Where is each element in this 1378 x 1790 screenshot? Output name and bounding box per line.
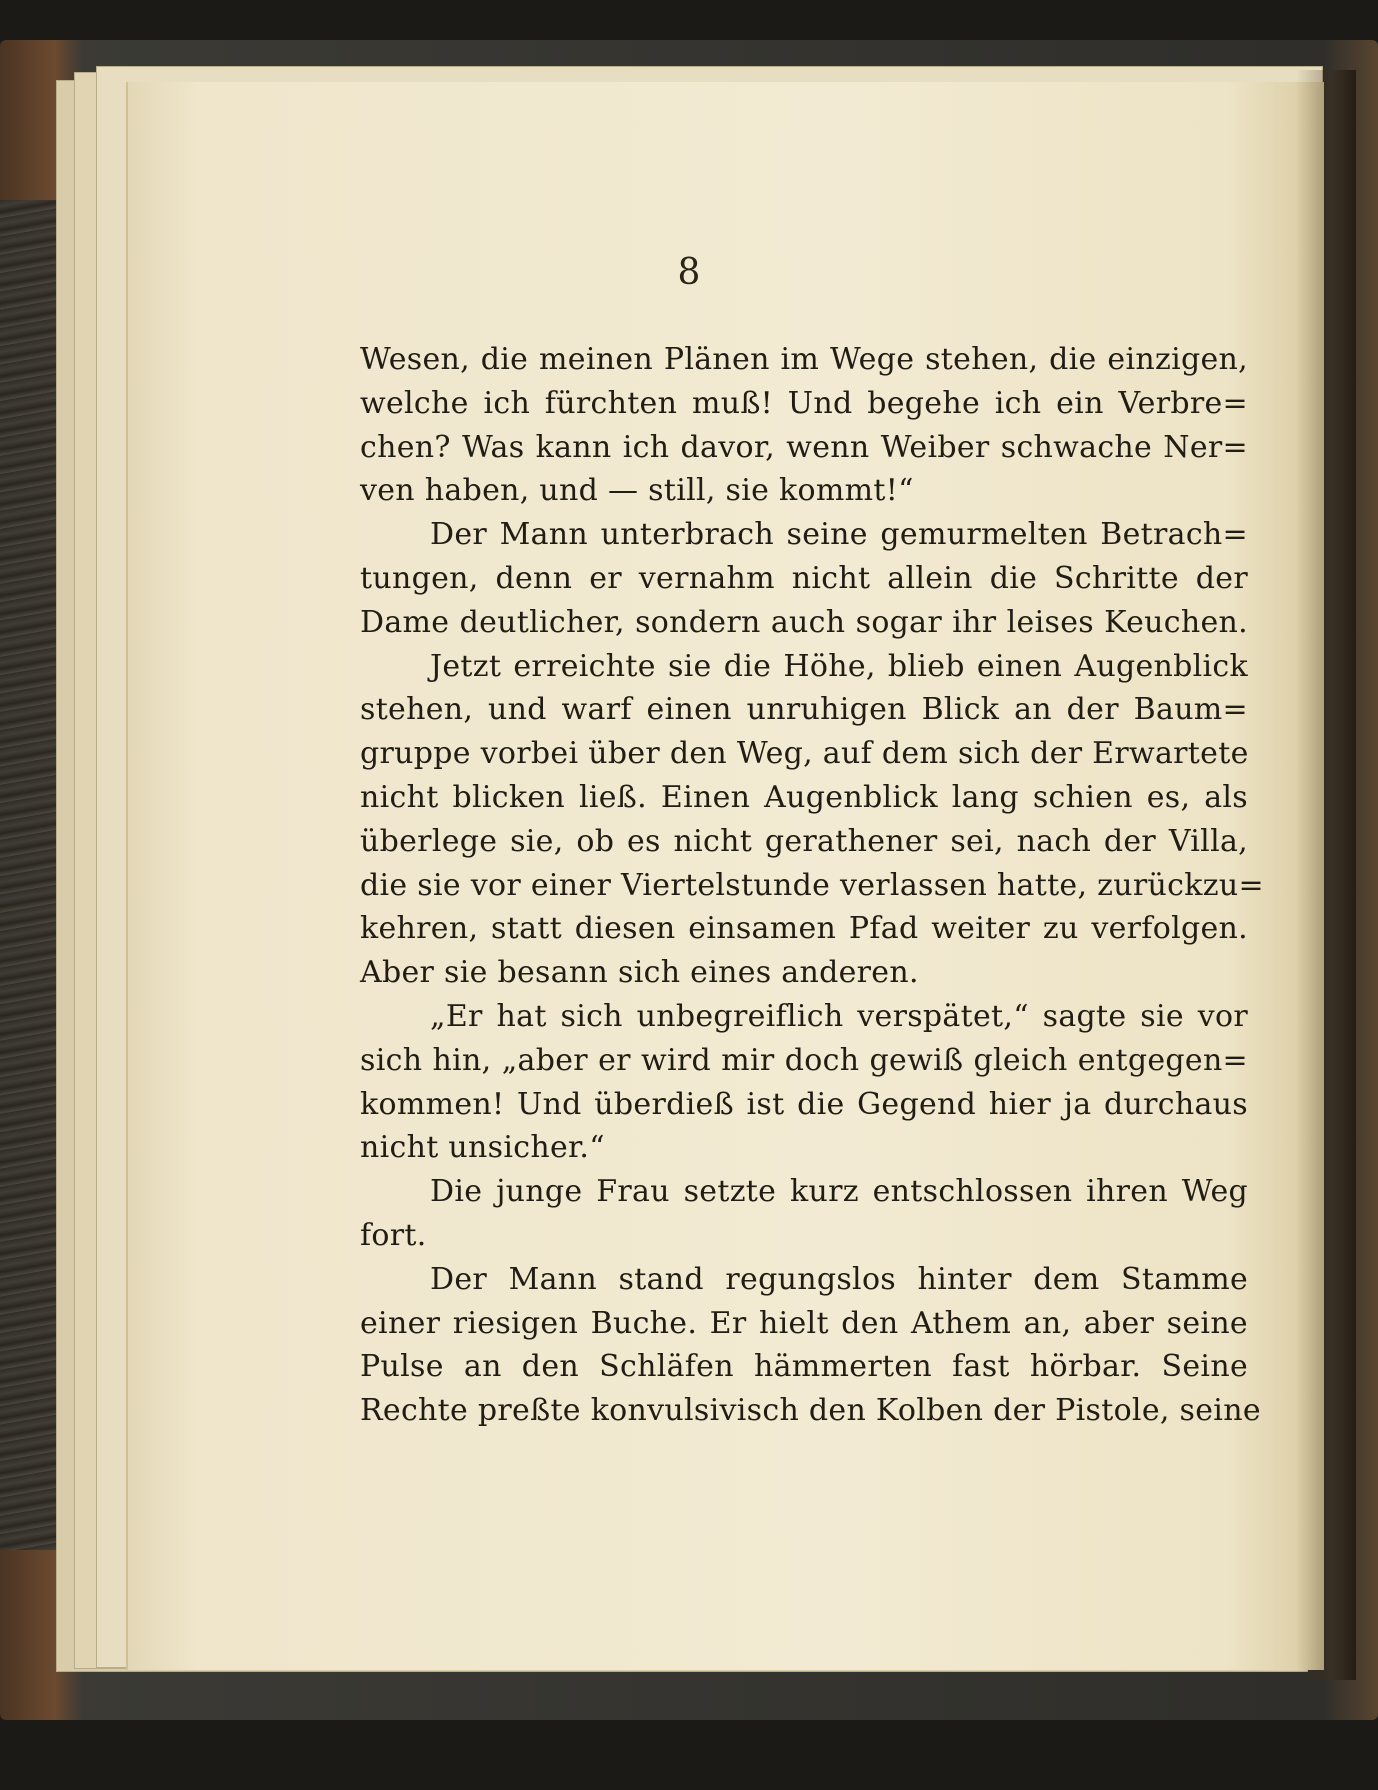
text-line: Wesen, die meinen Plänen im Wege stehen, die einzigen, xyxy=(360,342,1248,377)
text-line: Der Mann stand regungslos hinter dem Stamme xyxy=(430,1261,1248,1297)
text-line: fort. xyxy=(360,1217,427,1253)
text-line: kommen! Und überdieß ist die Gegend hier ja durchaus xyxy=(360,1086,1248,1122)
text-line: nicht unsicher.“ xyxy=(360,1130,605,1166)
text-line: Pulse an den Schläfen hämmerten fast hörbar. Seine xyxy=(360,1349,1248,1385)
text-line: sich hin, „aber er wird mir doch gewiß gleich entgegen= xyxy=(360,1042,1248,1078)
text-line: ven haben, und — still, sie kommt!“ xyxy=(360,473,914,509)
text-line: Die junge Frau setzte kurz entschlossen ihren Weg xyxy=(430,1174,1248,1210)
text-line: Der Mann unterbrach seine gemurmelten Betrach= xyxy=(430,517,1248,553)
page-number: 8 xyxy=(677,252,701,293)
text-line: welche ich fürchten muß! Und begehe ich ein Verbre= xyxy=(360,385,1248,421)
text-line: stehen, und warf einen unruhigen Blick an der Baum= xyxy=(360,692,1248,728)
body-text xyxy=(360,338,1264,1433)
text-line: überlege sie, ob es nicht gerathener sei, nach der Villa, xyxy=(360,823,1248,859)
text-line: Rechte preßte konvulsivisch den Kolben der Pistole, seine xyxy=(360,1393,1261,1429)
text-line: „Er hat sich unbegreiflich verspätet,“ sagte sie vor xyxy=(430,998,1248,1034)
text-line: die sie vor einer Viertelstunde verlassen hatte, zurückzu= xyxy=(360,867,1264,903)
text-line: nicht blicken ließ. Einen Augenblick lang schien es, als xyxy=(360,779,1248,815)
text-line: gruppe vorbei über den Weg, auf dem sich der Erwartete xyxy=(360,736,1249,772)
text-line: Dame deutlicher, sondern auch sogar ihr leises Keuchen. xyxy=(360,604,1248,640)
text-line: tungen, denn er vernahm nicht allein die Schritte der xyxy=(360,560,1248,596)
text-line: chen? Was kann ich davor, wenn Weiber schwache Ner= xyxy=(360,429,1248,465)
text-line: Aber sie besann sich eines anderen. xyxy=(360,955,919,991)
text-line: kehren, statt diesen einsamen Pfad weiter zu verfolgen. xyxy=(360,911,1248,947)
text-line: einer riesigen Buche. Er hielt den Athem an, aber seine xyxy=(360,1305,1248,1341)
spine-shadow xyxy=(1296,70,1356,1680)
text-line: Jetzt erreichte sie die Höhe, blieb einen Augenblick xyxy=(430,648,1248,684)
